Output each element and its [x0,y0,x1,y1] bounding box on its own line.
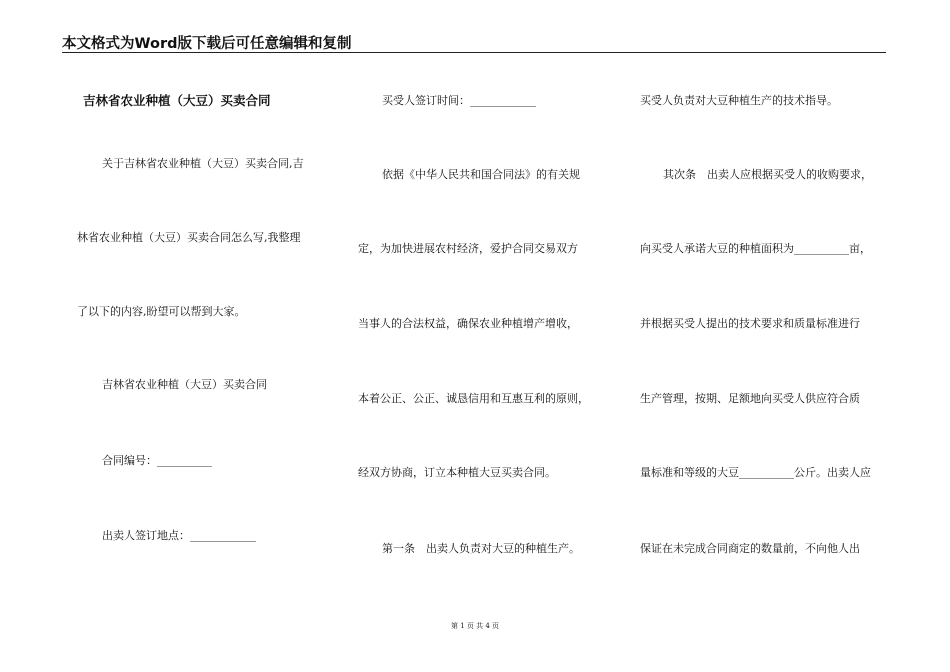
seller-signing-place-field: 出卖人签订地点：____________ [102,529,256,542]
paragraph-line: 本着公正、公正、诚恳信用和互惠互利的原则， [358,392,589,405]
section-heading: 吉林省农业种植（大豆）买卖合同 [102,378,267,391]
document-header: 本文格式为Word版下载后可任意编辑和复制 [62,36,352,52]
paragraph-line: 关于吉林省农业种植（大豆）买卖合同,吉 [102,157,304,170]
paragraph-line: 定，为加快进展农村经济，爱护合同交易双方 [358,242,578,255]
article-2-line: 其次条 出卖人应根据买受人的收购要求， [663,168,872,181]
header-divider [62,52,886,53]
paragraph-line: 生产管理，按期、足额地向买受人供应符合质 [640,392,860,405]
contract-number-field: 合同编号：__________ [102,454,212,467]
paragraph-line: 量标准和等级的大豆__________公斤。出卖人应 [640,466,871,479]
paragraph-line: 向买受人承诺大豆的种植面积为__________亩， [640,242,871,255]
paragraph-line: 买受人负责对大豆种植生产的技术指导。 [640,94,838,107]
article-1-line: 第一条 出卖人负责对大豆的种植生产。 [382,542,580,555]
paragraph-line: 林省农业种植（大豆）买卖合同怎么写,我整理 [77,231,301,244]
paragraph-line: 当事人的合法权益，确保农业种植增产增收， [358,317,578,330]
paragraph-line: 并根据买受人提出的技术要求和质量标准进行 [640,317,860,330]
paragraph-line: 保证在未完成合同商定的数量前，不向他人出 [640,542,860,555]
paragraph-line: 了以下的内容,盼望可以帮到大家。 [77,305,246,318]
paragraph-line: 依据《中华人民共和国合同法》的有关规 [382,168,580,181]
contract-title: 吉林省农业种植（大豆）买卖合同 [83,93,271,108]
buyer-signing-time-field: 买受人签订时间：____________ [382,94,536,107]
page-number: 第 1 页 共 4 页 [450,622,500,630]
paragraph-line: 经双方协商，订立本种植大豆买卖合同。 [358,466,556,479]
